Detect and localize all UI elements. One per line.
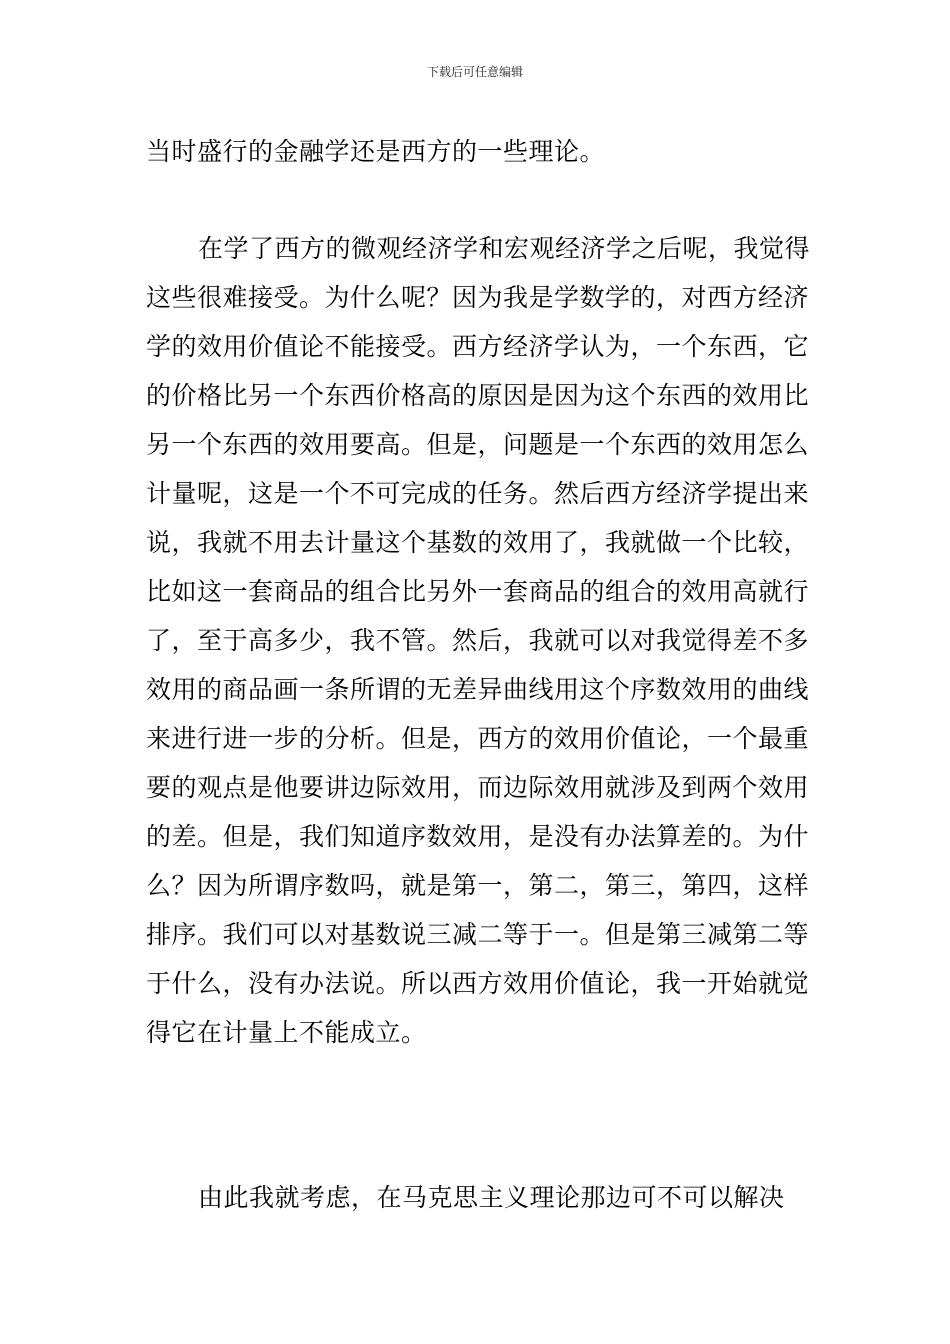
paragraph-2: 在学了西方的微观经济学和宏观经济学之后呢，我觉得这些很难接受。为什么呢？因为我是学数学的，对西方经济学的效用价值论不能接受。西方经济学认为，一个东西，它的价格比另一个东西价格高的原因是因为这个东西的效用比另一个东西的效用要高。但是，问题是一个东西的效用怎么计量呢，这是一个不可完成的任务。然后西方经济学提出来说，我就不用去计量这个基数的效用了，我就做一个比较，比如这一套商品的组合比另外一套商品的组合的效用高就行了，至于高多少，我不管。然后，我就可以对我觉得差不多效用的商品画一条所谓的无差异曲线用这个序数效用的曲线来进行进一步的分析。但是，西方的效用价值论，一个最重要的观点是他要讲边际效用，而边际效用就涉及到两个效用的差。但是，我们知道序数效用，是没有办法算差的。为什么？因为所谓序数吗，就是第一，第二，第三，第四，这样排序。我们可以对基数说三减二等于一。但是第三减第二等于什么，没有办法说。所以西方效用价值论，我一开始就觉得它在计量上不能成立。: [146, 234, 811, 1047]
page-header: 下载后可任意编辑: [426, 65, 523, 79]
paragraph-1: 当时盛行的金融学还是西方的一些理论。: [146, 137, 606, 166]
paragraph-3: 由此我就考虑，在马克思主义理论那边可不可以解决: [198, 1183, 785, 1212]
